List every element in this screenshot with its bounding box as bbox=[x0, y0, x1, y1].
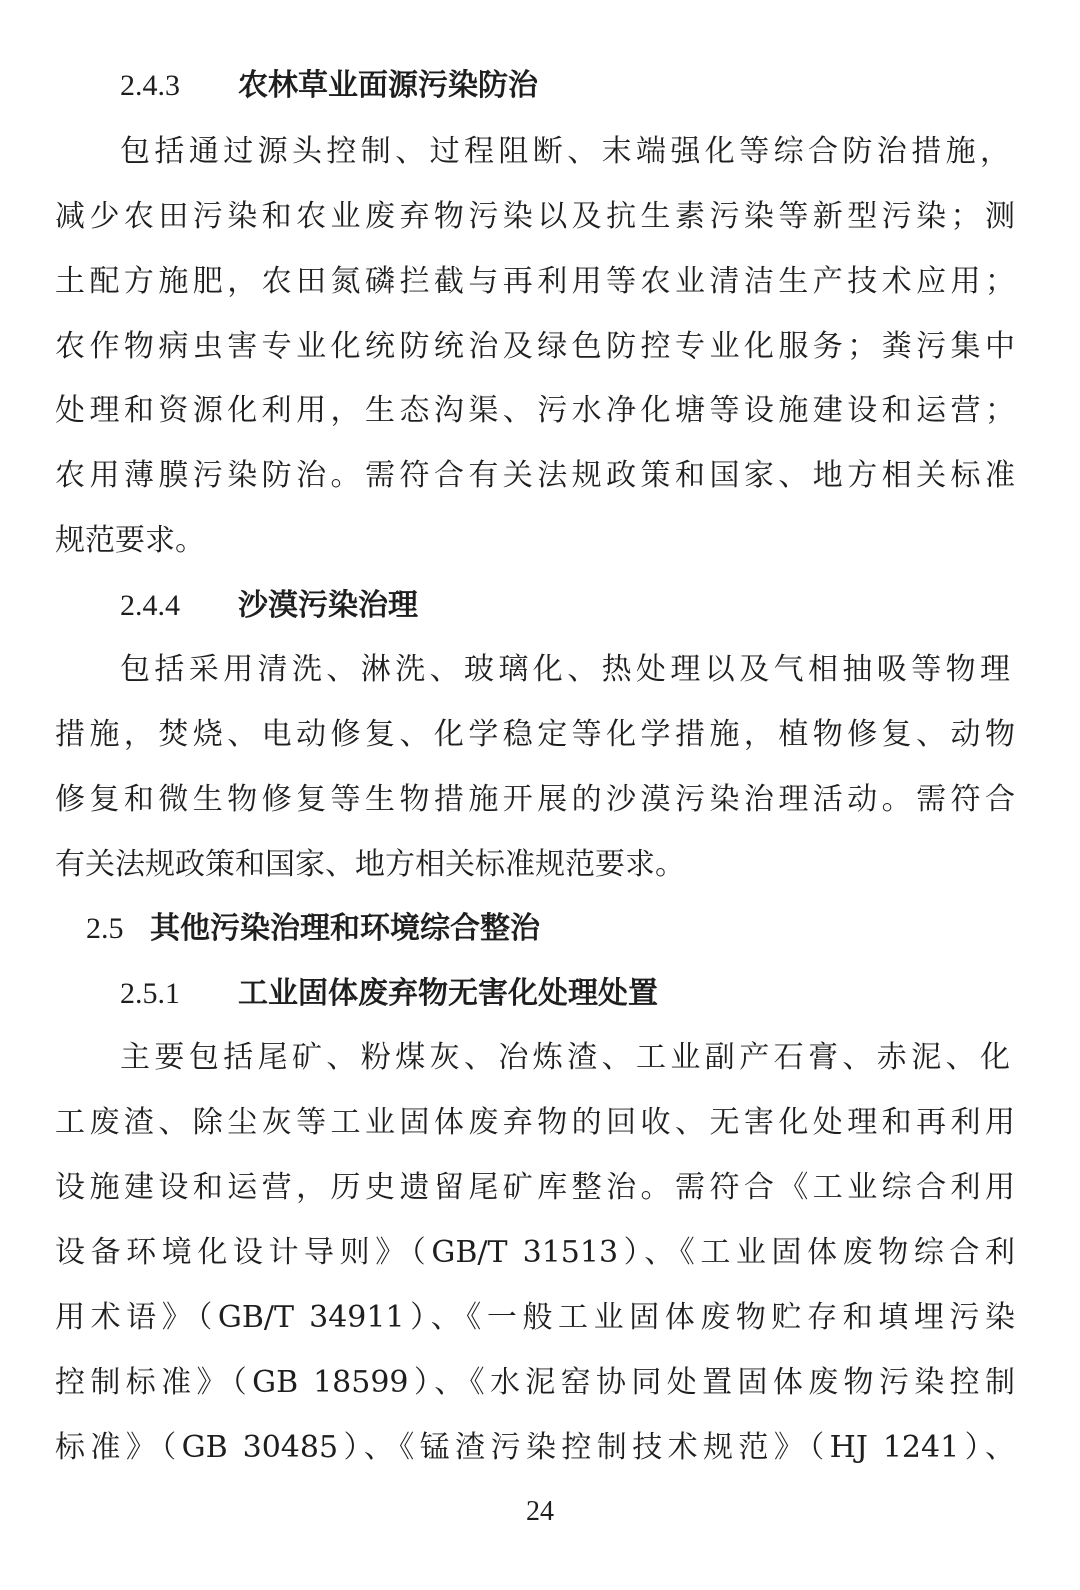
section-heading-2-5 bbox=[86, 909, 540, 949]
paragraph-line: 用术语》（GB/T 34911）、《一般工业固体废物贮存和填埋污染 bbox=[55, 1300, 1015, 1335]
paragraph-line: 包括通过源头控制、过程阻断、末端强化等综合防治措施， bbox=[120, 134, 1010, 169]
paragraph-line: 工废渣、除尘灰等工业固体废弃物的回收、无害化处理和再利用 bbox=[55, 1105, 1015, 1140]
section-number: 2.4.4 bbox=[120, 589, 180, 622]
paragraph-line: 设备环境化设计导则》（GB/T 31513）、《工业固体废物综合利 bbox=[55, 1235, 1015, 1270]
paragraph-line: 控制标准》（GB 18599）、《水泥窑协同处置固体废物污染控制 bbox=[55, 1365, 1015, 1400]
paragraph-line: 减少农田污染和农业废弃物污染以及抗生素污染等新型污染；测 bbox=[55, 199, 1015, 234]
section-heading-2-5-1 bbox=[120, 974, 658, 1014]
paragraph-line: 措施，焚烧、电动修复、化学稳定等化学措施，植物修复、动物 bbox=[55, 717, 1015, 752]
section-title: 工业固体废弃物无害化处理处置 bbox=[238, 976, 658, 1011]
section-heading-2-4-4 bbox=[120, 586, 418, 626]
section-number: 2.5 bbox=[86, 912, 124, 945]
paragraph-line: 修复和微生物修复等生物措施开展的沙漠污染治理活动。需符合 bbox=[55, 782, 1015, 817]
paragraph-line: 规范要求。 bbox=[55, 523, 205, 558]
paragraph-line: 农作物病虫害专业化统防统治及绿色防控专业化服务；粪污集中 bbox=[55, 329, 1015, 364]
paragraph-line: 设施建设和运营，历史遗留尾矿库整治。需符合《工业综合利用 bbox=[55, 1170, 1015, 1205]
section-title: 沙漠污染治理 bbox=[238, 588, 418, 623]
section-heading-2-4-3 bbox=[120, 66, 538, 106]
paragraph-line: 主要包括尾矿、粉煤灰、冶炼渣、工业副产石膏、赤泥、化 bbox=[120, 1040, 1010, 1075]
section-number: 2.5.1 bbox=[120, 977, 180, 1010]
paragraph-line: 有关法规政策和国家、地方相关标准规范要求。 bbox=[55, 847, 685, 882]
page-number: 24 bbox=[526, 1496, 554, 1527]
paragraph-line: 土配方施肥，农田氮磷拦截与再利用等农业清洁生产技术应用； bbox=[55, 264, 1015, 299]
section-title: 农林草业面源污染防治 bbox=[238, 68, 538, 103]
section-title: 其他污染治理和环境综合整治 bbox=[150, 911, 540, 946]
paragraph-line: 包括采用清洗、淋洗、玻璃化、热处理以及气相抽吸等物理 bbox=[120, 652, 1010, 687]
paragraph-line: 处理和资源化利用，生态沟渠、污水净化塘等设施建设和运营； bbox=[55, 393, 1015, 428]
paragraph-line: 标准》（GB 30485）、《锰渣污染控制技术规范》（HJ 1241）、 bbox=[55, 1430, 1015, 1465]
paragraph-line: 农用薄膜污染防治。需符合有关法规政策和国家、地方相关标准 bbox=[55, 458, 1015, 493]
section-number: 2.4.3 bbox=[120, 69, 180, 102]
